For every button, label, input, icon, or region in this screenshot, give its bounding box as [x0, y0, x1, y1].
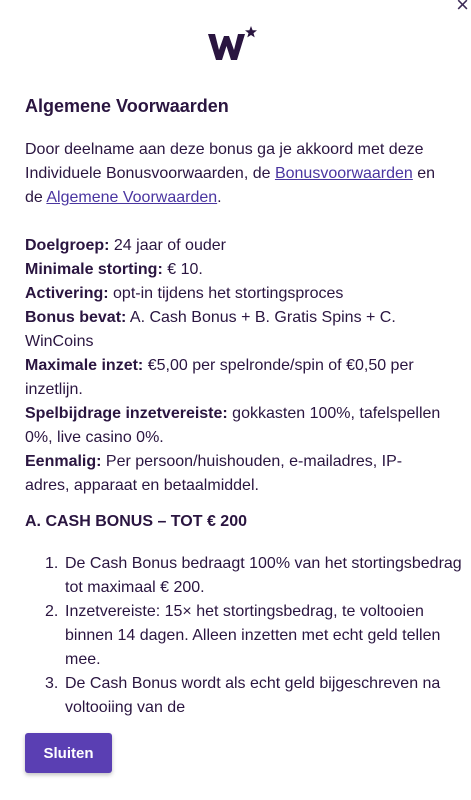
list-item-text: Inzetvereiste: 15× het stortingsbedrag, te voltooien binnen 14 dagen. Alleen inzetten met echt geld tellen mee. — [65, 603, 441, 668]
term-label: Minimale storting: — [25, 261, 163, 278]
close-icon[interactable]: × — [456, 0, 469, 17]
list-number: 3. — [45, 675, 59, 692]
general-terms-link[interactable]: Algemene Voorwaarden — [46, 189, 218, 206]
term-value: Per persoon/huishouden, e-mailadres, IP-adres, apparaat en betaalmiddel. — [25, 453, 403, 494]
intro-text: . — [217, 189, 222, 206]
term-row — [25, 450, 445, 498]
term-value: opt-in tijdens het stortingsproces — [108, 285, 344, 302]
term-label: Activering: — [25, 285, 109, 302]
term-row — [25, 354, 445, 402]
section-heading-cash-bonus: A. CASH BONUS – TOT € 200 — [25, 513, 247, 530]
term-value: 24 jaar of ouder — [109, 237, 226, 254]
term-label: Eenmalig: — [25, 453, 102, 470]
term-row — [25, 282, 445, 306]
term-label: Bonus bevat: — [25, 309, 127, 326]
term-value: A. Cash Bonus + B. Gratis Spins + C. WinCoins — [25, 309, 396, 350]
term-value: gokkasten 100%, tafelspellen 0%, live casino 0%. — [25, 405, 441, 446]
list-item — [45, 552, 470, 600]
list-item-text: De Cash Bonus wordt als echt geld bijgeschreven na voltooiing van de — [65, 675, 441, 716]
intro-paragraph — [25, 138, 445, 210]
page-title: Algemene Voorwaarden — [25, 96, 229, 116]
cash-bonus-list — [25, 552, 470, 720]
term-label: Maximale inzet: — [25, 357, 144, 374]
term-row — [25, 234, 445, 258]
term-row — [25, 402, 445, 450]
term-label: Spelbijdrage inzetvereiste: — [25, 405, 228, 422]
term-value: €5,00 per spelronde/spin of €0,50 per inzetlijn. — [25, 357, 414, 398]
w-star-logo-icon — [206, 24, 260, 64]
list-item — [45, 672, 470, 720]
bonus-terms-link[interactable]: Bonusvoorwaarden — [274, 165, 413, 182]
close-button[interactable]: Sluiten — [25, 733, 112, 773]
term-label: Doelgroep: — [25, 237, 110, 254]
list-item — [45, 600, 470, 672]
intro-text: en de — [25, 165, 436, 206]
intro-text: Door deelname aan deze bonus ga je akkoord met deze Individuele Bonusvoorwaarden, de — [25, 141, 424, 182]
term-row — [25, 258, 445, 282]
term-row — [25, 306, 445, 354]
list-item-text: De Cash Bonus bedraagt 100% van het stortingsbedrag tot maximaal € 200. — [65, 555, 462, 596]
terms-list — [25, 234, 445, 498]
list-number: 2. — [45, 603, 59, 620]
term-value: € 10. — [162, 261, 203, 278]
list-number: 1. — [45, 555, 59, 572]
